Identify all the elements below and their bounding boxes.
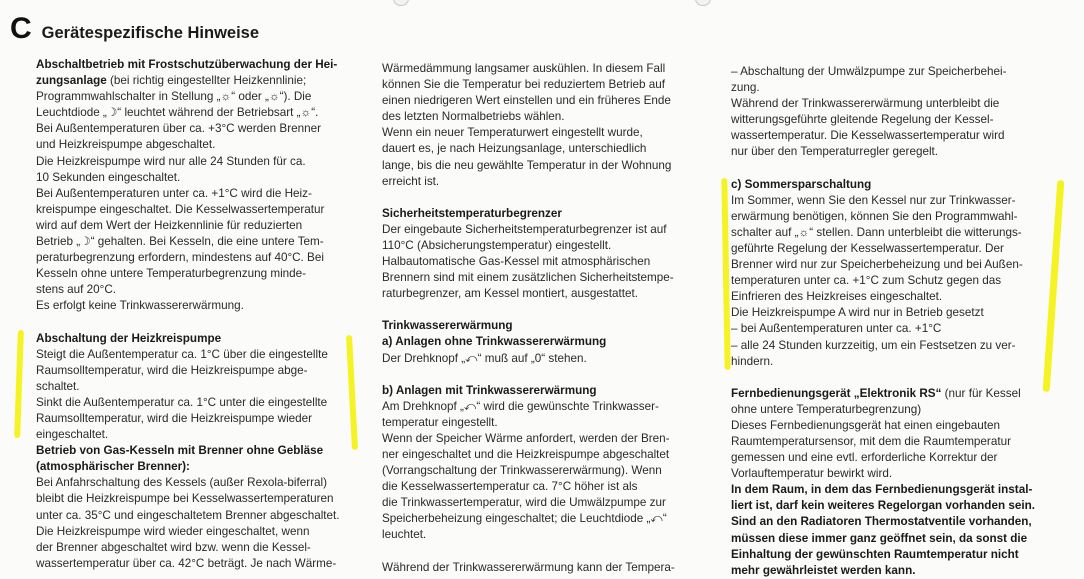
text-line: nur über den Temperaturregler geregelt. <box>731 145 939 159</box>
summer-mode-section <box>731 177 1061 370</box>
text-line: zungsanlage (bei richtig eingestellter Heizkennlinie; <box>36 74 307 88</box>
text-line: schaltet. <box>36 379 80 393</box>
text-line: – Abschaltung der Umwälzpumpe zur Speicherbehei- <box>731 65 1007 78</box>
text-line: In dem Raum, in dem das Fernbedienungsgerät instal- <box>731 483 1033 497</box>
spacer <box>731 370 1061 386</box>
text-line: Die Heizkreispumpe A wird nur in Betrieb gesetzt <box>731 306 984 320</box>
text-line: eingeschaltet. <box>36 428 109 442</box>
text-line: Betrieb „☽“ gehalten. Bei Kesseln, die eine untere Tem- <box>36 235 324 249</box>
text-line: Während der Trinkwassererwärmung kann der Tempera- <box>382 560 675 574</box>
remote-control-section <box>731 386 1061 579</box>
section-heading: Sicherheitstemperaturbegrenzer <box>382 206 562 220</box>
text-line: 110°C (Absicherungstemperatur) eingestellt. <box>382 238 612 252</box>
punch-hole-left <box>393 0 409 6</box>
text-line: – bei Außentemperaturen unter ca. +1°C <box>731 322 942 336</box>
text-line: liert ist, darf kein weiteres Regelorgan vorhanden sein. <box>731 499 1035 513</box>
heading-suffix: (nur für Kessel <box>941 386 1021 400</box>
spacer <box>382 367 702 383</box>
section-heading: (atmosphärischer Brenner): <box>36 460 190 474</box>
text-line: können Sie die Temperatur bei reduziertem Betrieb auf <box>382 78 666 92</box>
text-line: kreispumpe eingeschaltet. Die Kesselwassertemperatur <box>36 202 325 216</box>
text-line: Einhaltung der gewünschten Raumtemperatur nicht <box>731 547 1019 561</box>
text-line: Vorlauftemperatur bewirkt wird. <box>731 467 893 481</box>
text-line: der Brenner abgeschaltet wird bzw. wenn die Kessel- <box>36 540 311 554</box>
section-heading: b) Anlagen mit Trinkwassererwärmung <box>382 383 597 397</box>
text-line: müssen diese immer ganz geöffnet sein, da sonst die <box>731 531 1028 545</box>
text-line: Der Drehknopf „⤺“ muß auf „0“ stehen. <box>382 351 587 365</box>
frost-protection-section <box>36 57 366 315</box>
text-line: Im Sommer, wenn Sie den Kessel nur zur Trinkwasser- <box>731 193 1016 207</box>
section-heading: Trinkwassererwärmung <box>382 319 513 333</box>
text-line: Brennern sind mit einem zusätzlichen Sicherheitstempe- <box>382 271 674 285</box>
text-line: ner eingeschaltet und die Heizkreispumpe abgeschaltet <box>382 447 670 461</box>
section-letter: C <box>10 12 32 45</box>
text-line: Raumtemperatursensor, mit dem die Raumtemperatur <box>731 434 1011 448</box>
text-line: schalter auf „☼“ stellen. Dann unterbleibt die witterungs- <box>731 225 1022 239</box>
text-line <box>731 386 1061 402</box>
text-line: zung. <box>731 81 760 95</box>
text-line: die Trinkwassertemperatur, wird die Umwälzpumpe zur <box>382 496 666 510</box>
text-line: Die Heizkreispumpe wird wieder eingeschaltet, wenn <box>36 524 310 538</box>
text-line: gemessen und eine evtl. erforderliche Korrektur der <box>731 451 998 465</box>
column-2 <box>382 61 702 576</box>
pump-shutdown-section <box>36 331 366 444</box>
text-line: temperaturen unter ca. +1°C zum Schutz gegen das <box>731 274 1002 288</box>
text-line: erreicht ist. <box>382 174 440 188</box>
text-line: witterungsgeführte gleitende Regelung der Kessel- <box>731 113 994 127</box>
column-3 <box>731 64 1061 579</box>
text-line: mehr gewährleistet werden kann. <box>731 563 916 577</box>
text-line: Leuchtdiode „☽“ leuchtet während der Betriebsart „☼“. <box>36 106 319 120</box>
text-line: stens auf 20°C. <box>36 283 117 297</box>
text-line: Am Drehknopf „⤺“ wird die gewünschte Trinkwasser- <box>382 399 659 413</box>
text-line: Einfrieren des Heizkreises eingeschaltet. <box>731 290 943 304</box>
section-heading: c) Sommersparschaltung <box>731 177 872 191</box>
spacer <box>382 302 702 318</box>
column-1 <box>36 57 366 572</box>
section-header <box>10 14 259 44</box>
text-line: Es erfolgt keine Trinkwassererwärmung. <box>36 299 244 313</box>
text-line: Dieses Fernbedienungsgerät hat einen eingebauten <box>731 418 1001 432</box>
punch-hole-right <box>695 0 711 6</box>
section-heading: a) Anlagen ohne Trinkwassererwärmung <box>382 335 607 349</box>
text-line: lange, bis die neu gewählte Temperatur in der Wohnung <box>382 158 672 172</box>
text-line: Halbautomatische Gas-Kessel mit atmosphärischen <box>382 255 651 269</box>
text-line: Raumsolltemperatur, wird die Heizkreispumpe abge- <box>36 363 308 377</box>
text-line: Der eingebaute Sicherheitstemperaturbegrenzer ist auf <box>382 222 667 236</box>
text-line: ohne untere Temperaturbegrenzung) <box>731 402 922 416</box>
text-line: bleibt die Heizkreispumpe bei Kesselwassertemperaturen <box>36 492 334 506</box>
text-line: 10 Sekunden eingeschaltet. <box>36 170 181 184</box>
text-line: Die Heizkreispumpe wird nur alle 24 Stunden für ca. <box>36 154 306 168</box>
text-line: wassertemperatur über ca. 42°C beträgt. Je nach Wärme- <box>36 556 337 570</box>
text-line: Programmwahlschalter in Stellung „☼“ oder „☼“). Die <box>36 90 312 104</box>
section-title: Gerätespezifische Hinweise <box>41 24 260 42</box>
text-line: die Kesselwassertemperatur ca. 7°C höher ist als <box>382 480 638 494</box>
text-line: des letzten Normalbetriebs wählen. <box>382 110 565 124</box>
text-line: unter ca. 35°C und eingeschaltetem Brenner abgeschaltet. <box>36 508 340 522</box>
text-line: temperatur eingestellt. <box>382 415 498 429</box>
temperature-section <box>382 61 702 190</box>
text-line: einen niedrigeren Wert einstellen und ein früheres Ende <box>382 94 671 108</box>
text-line: Steigt die Außentemperatur ca. 1°C über die eingestellte <box>36 347 328 361</box>
spacer <box>36 315 366 331</box>
pump-continuation-section <box>731 64 1061 161</box>
text-line: Bei Außentemperaturen über ca. +3°C werden Brenner <box>36 122 322 136</box>
text-line: Wenn ein neuer Temperaturwert eingestellt wurde, <box>382 126 643 140</box>
highlight-mark <box>721 178 730 370</box>
hot-water-section <box>382 318 702 575</box>
text-line: Wärmedämmung langsamer auskühlen. In diesem Fall <box>382 62 666 75</box>
text-line: leuchtet. <box>382 528 427 542</box>
text-line: peraturbegrenzung erfordern, mindestens auf 40°C. Bei <box>36 251 324 265</box>
text-line: Sind an den Radiatoren Thermostatventile vorhanden, <box>731 515 1032 529</box>
text-line: Sinkt die Außentemperatur ca. 1°C unter die eingestellte <box>36 395 328 409</box>
section-heading: Betrieb von Gas-Kesseln mit Brenner ohne Gebläse <box>36 444 324 458</box>
highlight-mark <box>14 330 24 438</box>
text-line: – alle 24 Stunden kurzzeitig, um ein Festsetzen zu ver- <box>731 338 1016 352</box>
safety-limiter-section <box>382 206 702 303</box>
text-line: Wenn der Speicher Wärme anfordert, werden der Bren- <box>382 431 670 445</box>
section-heading: Abschaltung der Heizkreispumpe <box>36 331 222 345</box>
text-line: und Heizkreispumpe abgeschaltet. <box>36 138 216 152</box>
spacer <box>731 161 1061 177</box>
text-line: geführte Regelung der Kesselwassertemperatur. Der <box>731 241 1004 255</box>
text-line: dauert es, je nach Heizungsanlage, unterschiedlich <box>382 142 647 156</box>
text-line: wassertemperatur. Die Kesselwassertemperatur wird <box>731 129 1005 143</box>
text-line: raturbegrenzer, am Kessel montiert, ausgestattet. <box>382 287 638 301</box>
text-line: Während der Trinkwassererwärmung unterbleibt die <box>731 97 1000 111</box>
text-line: Raumsolltemperatur, wird die Heizkreispumpe wieder <box>36 411 313 425</box>
section-heading: Fernbedienungsgerät „Elektronik RS“ <box>731 386 942 400</box>
text-line: Speicherbeheizung eingeschaltet; die Leuchtdiode „⤺“ <box>382 512 667 526</box>
text-line: wird auf dem Wert der Heizkennlinie für reduzierten <box>36 218 303 232</box>
spacer <box>382 190 702 206</box>
gas-boiler-section <box>36 443 366 572</box>
text-line: hindern. <box>731 354 774 368</box>
text-line: (Vorrangschaltung der Trinkwassererwärmung). Wenn <box>382 464 662 478</box>
spacer <box>382 544 702 560</box>
text-line: Bei Außentemperaturen unter ca. +1°C wird die Heiz- <box>36 186 312 200</box>
text-line: Kesseln ohne untere Temperaturbegrenzung minde- <box>36 267 307 281</box>
text-line: Brenner wird nur zur Speicherbeheizung und bei Außen- <box>731 258 1023 272</box>
text-line: erwärmung benötigen, können Sie den Programmwahl- <box>731 209 1018 223</box>
text-line: Abschaltbetrieb mit Frostschutzüberwachung der Hei- <box>36 58 338 71</box>
text-line: Bei Anfahrschaltung des Kessels (außer Rexola-biferral) <box>36 476 328 490</box>
